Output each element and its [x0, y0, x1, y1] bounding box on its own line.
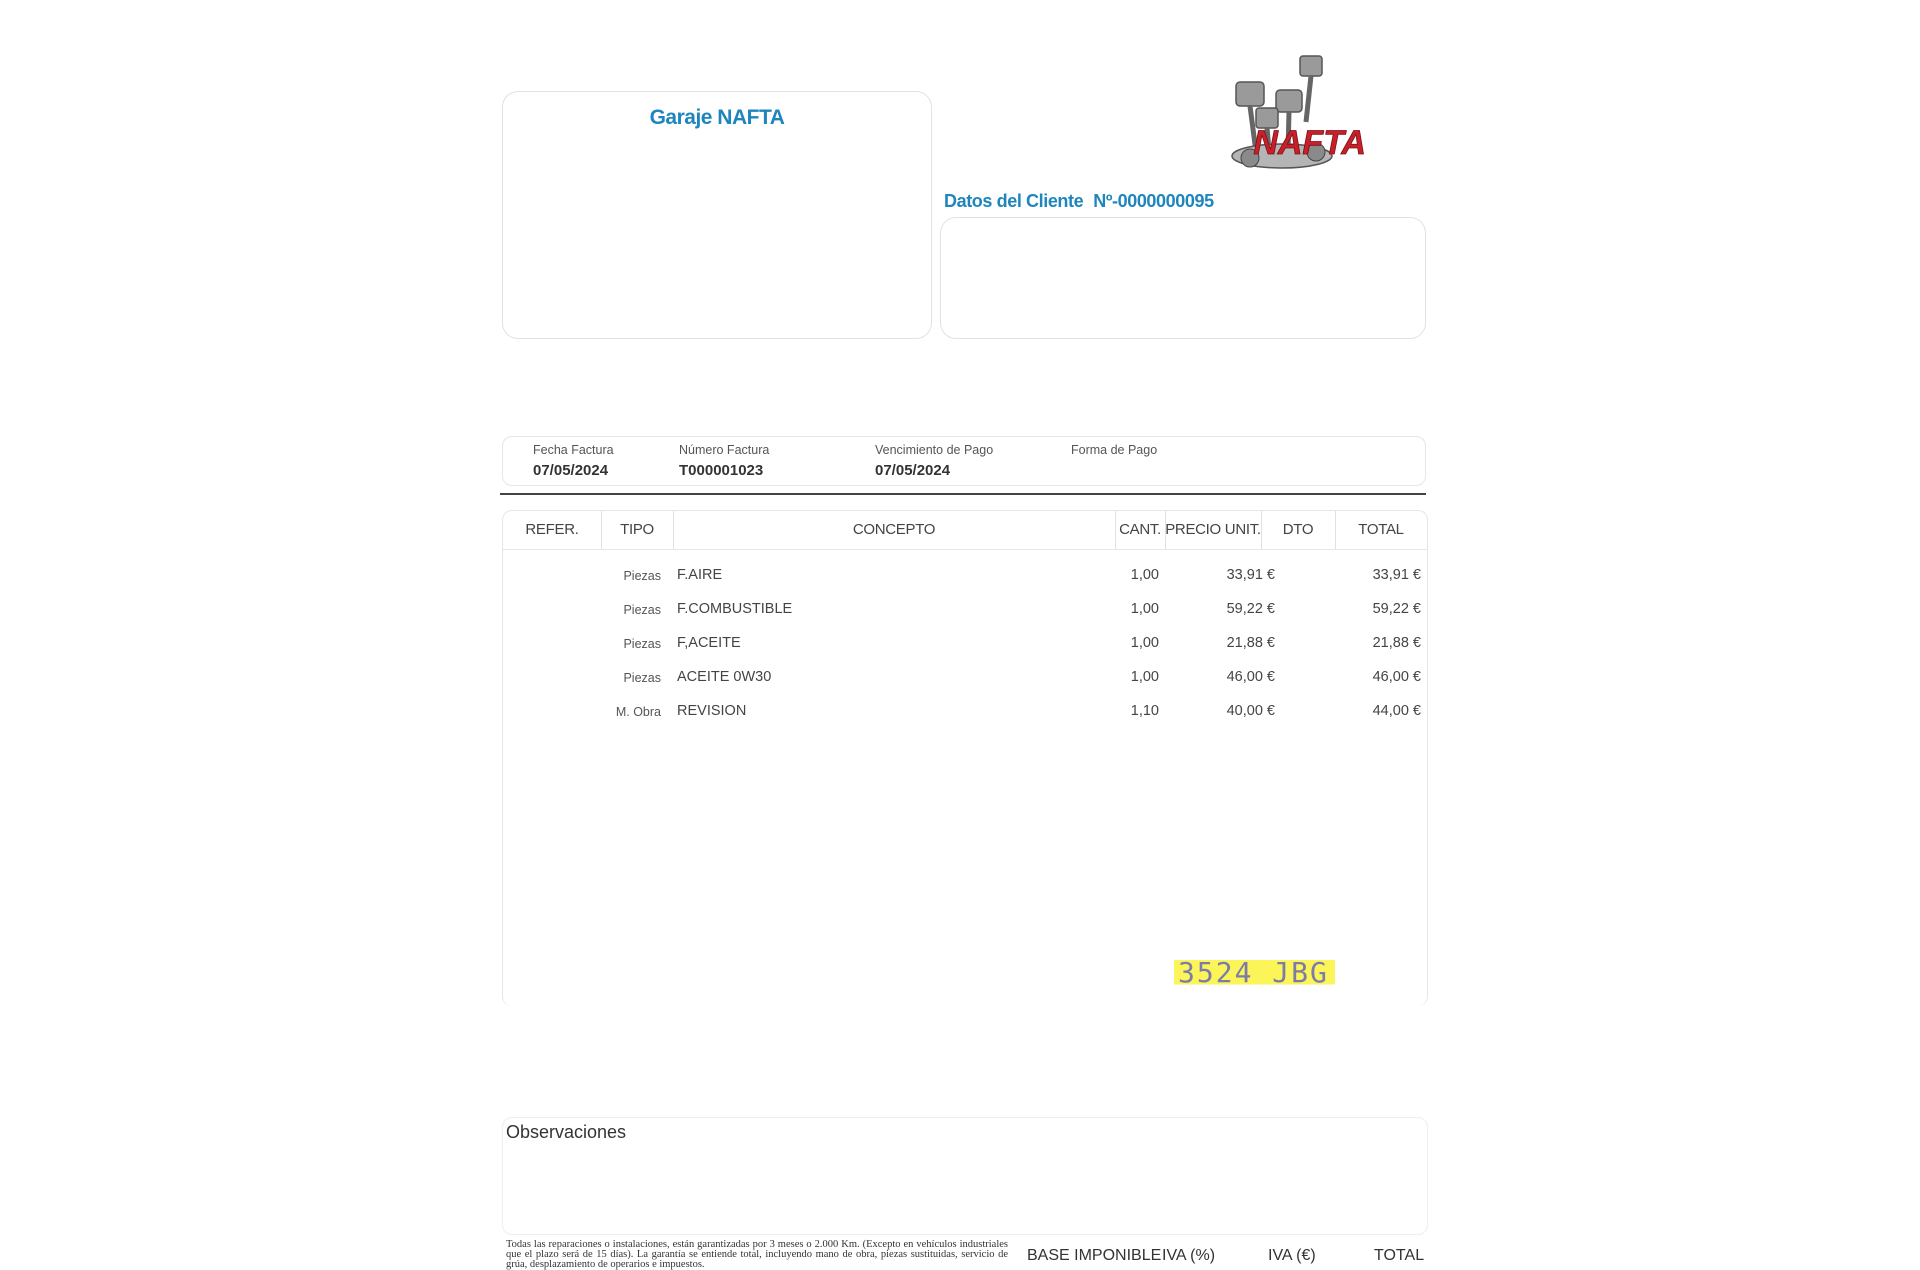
meta-numero	[679, 443, 769, 479]
row-cant: 1,10	[1130, 703, 1159, 719]
row-total: 59,22 €	[1372, 601, 1421, 617]
header-concepto: CONCEPTO	[852, 521, 936, 538]
row-precio: 40,00 €	[1226, 703, 1275, 719]
row-cant: 1,00	[1130, 635, 1159, 651]
header-total: TOTAL	[1358, 521, 1404, 538]
table-row	[503, 635, 1427, 669]
row-precio: 21,88 €	[1226, 635, 1275, 651]
row-tipo: Piezas	[623, 671, 661, 685]
row-tipo: Piezas	[623, 603, 661, 617]
meta-fecha	[533, 443, 614, 479]
row-precio: 33,91 €	[1226, 567, 1275, 583]
row-tipo: M. Obra	[615, 705, 661, 719]
row-total: 33,91 €	[1372, 567, 1421, 583]
company-info-box	[502, 91, 932, 339]
row-concepto: REVISION	[677, 703, 747, 719]
vencimiento-value: 07/05/2024	[875, 462, 951, 479]
summary-total-label: TOTAL	[1374, 1247, 1425, 1264]
meta-forma	[1071, 443, 1157, 462]
row-tipo: Piezas	[623, 637, 661, 651]
meta-divider	[500, 493, 1426, 495]
numero-value: T000001023	[679, 462, 764, 479]
forma-label: Forma de Pago	[1071, 443, 1158, 457]
row-total: 44,00 €	[1372, 703, 1421, 719]
invoice-meta-box	[502, 436, 1426, 486]
row-precio: 46,00 €	[1226, 669, 1275, 685]
summary-base-label: BASE IMPONIBLE	[1027, 1247, 1162, 1264]
row-cant: 1,00	[1130, 669, 1159, 685]
vencimiento-label: Vencimiento de Pago	[875, 443, 994, 457]
row-concepto: F.COMBUSTIBLE	[677, 601, 793, 617]
client-number: Nº-0000000095	[1093, 191, 1214, 211]
warranty-text: Todas las reparaciones o instalaciones, están garantizadas por 3 meses o 2.000 Km. (Excepto en vehículos industriales que el plazo será de 15 días). La garantía se entiende total, incluyendo mano de obra, piezas sustituidas, servicio de grúa, desplazamiento de operarios e impuestos.	[506, 1239, 1008, 1270]
summary-iva-eur-label: IVA (€)	[1268, 1247, 1316, 1264]
header-precio: PRECIO UNIT.	[1165, 521, 1261, 538]
handwritten-plate-number: 3524 JBG	[1174, 956, 1335, 989]
meta-vencimiento	[875, 443, 993, 479]
nafta-logo	[1226, 52, 1376, 178]
table-row	[503, 601, 1427, 635]
numero-label: Número Factura	[679, 443, 770, 457]
logo-text: NAFTA	[1253, 124, 1366, 162]
engine-pistons-icon	[1226, 52, 1376, 178]
client-info-box	[940, 217, 1426, 339]
row-cant: 1,00	[1130, 601, 1159, 617]
row-precio: 59,22 €	[1226, 601, 1275, 617]
row-cant: 1,00	[1130, 567, 1159, 583]
table-row	[503, 669, 1427, 703]
fecha-label: Fecha Factura	[533, 443, 614, 457]
observations-box	[502, 1117, 1428, 1235]
row-total: 46,00 €	[1372, 669, 1421, 685]
header-refer: REFER.	[525, 521, 579, 538]
row-total: 21,88 €	[1372, 635, 1421, 651]
header-dto: DTO	[1282, 521, 1314, 538]
fecha-value: 07/05/2024	[533, 462, 609, 479]
client-heading-label: Datos del Cliente	[944, 191, 1084, 211]
row-concepto: F,ACEITE	[677, 635, 741, 651]
observations-label: Observaciones	[506, 1122, 627, 1142]
header-tipo: TIPO	[620, 521, 654, 538]
summary-iva-pct-label: IVA (%)	[1162, 1247, 1216, 1264]
row-concepto: F.AIRE	[677, 567, 723, 583]
company-name: Garaje NAFTA	[649, 106, 785, 129]
client-heading	[944, 191, 1214, 212]
row-concepto: ACEITE 0W30	[677, 669, 772, 685]
table-row	[503, 567, 1427, 601]
line-items-table	[502, 510, 1428, 1006]
table-row	[503, 703, 1427, 737]
row-tipo: Piezas	[623, 569, 661, 583]
header-cant: CANT.	[1119, 521, 1161, 538]
header-rule	[503, 549, 1427, 550]
